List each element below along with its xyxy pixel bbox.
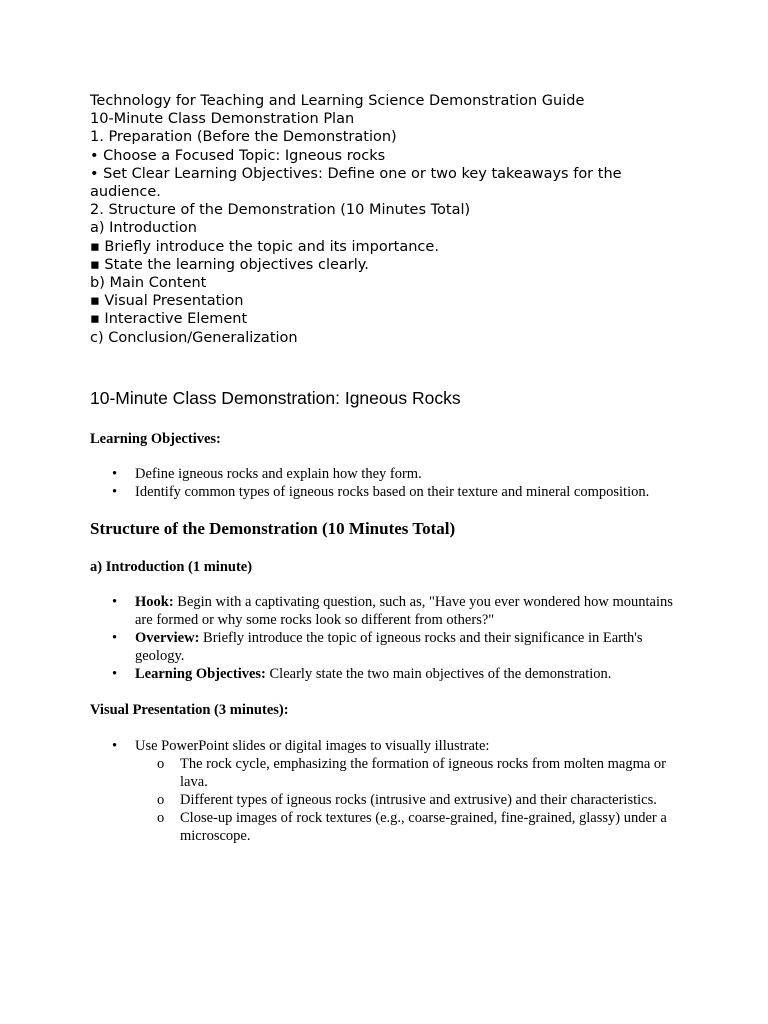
- bullet-icon: •: [112, 666, 118, 682]
- plan-item-introduce-topic: ▪ Briefly introduce the topic and its importance.: [90, 238, 439, 255]
- visual-heading: Visual Presentation (3 minutes):: [90, 702, 289, 718]
- bullet-icon: •: [112, 630, 118, 646]
- bullet-icon: •: [112, 594, 118, 610]
- plan-item-interactive-element: ▪ Interactive Element: [90, 311, 248, 328]
- sub-list-item: o Different types of igneous rocks (intrusive and extrusive) and their characteristics.: [157, 792, 657, 808]
- bullet-icon: •: [112, 738, 118, 754]
- list-item: • Use PowerPoint slides or digital images to visually illustrate: o The rock cycle, emphasizing the formation of igneous rocks from molten magma or lava. o Different types of igneous rocks (intrusive and extrusive) and their characteristics. o Close-up images of rock textures (e.g., coarse-grained, fine-grained, glassy) under a microscope.: [90, 737, 690, 845]
- list-item-learning-objectives: • Learning Objectives: Clearly state the two main objectives of the demonstration.: [112, 666, 612, 682]
- structure-heading: Structure of the Demonstration (10 Minutes Total): [90, 519, 456, 538]
- doc-title: Technology for Teaching and Learning Science Demonstration Guide: [90, 93, 585, 109]
- plan-item-topic: • Choose a Focused Topic: Igneous rocks: [90, 147, 386, 164]
- plan-title: 10-Minute Class Demonstration Plan: [90, 111, 355, 128]
- circle-bullet-icon: o: [157, 756, 165, 772]
- circle-bullet-icon: o: [157, 810, 165, 826]
- list-item: • Define igneous rocks and explain how they form.: [112, 466, 422, 482]
- circle-bullet-icon: o: [157, 792, 165, 808]
- list-item-hook: • Hook: Begin with a captivating question, such as, "Have you ever wondered how mountains are formed or why some rocks look so different from others?": [112, 594, 673, 628]
- learning-objectives-heading: Learning Objectives:: [90, 431, 221, 447]
- list-item-overview: • Overview: Briefly introduce the topic of igneous rocks and their significance in Earth's geology.: [112, 630, 643, 664]
- plan-heading-preparation: 1. Preparation (Before the Demonstration): [90, 129, 397, 146]
- bullet-icon: •: [112, 484, 118, 500]
- sub-list-item: o The rock cycle, emphasizing the formation of igneous rocks from molten magma or lava.: [157, 756, 667, 790]
- list-item: • Identify common types of igneous rocks based on their texture and mineral composition.: [112, 484, 650, 500]
- visual-sublist: [135, 755, 690, 845]
- plan-item-state-objectives: ▪ State the learning objectives clearly.: [90, 256, 369, 273]
- intro-list: [90, 593, 690, 683]
- learning-objectives-list: [90, 465, 690, 501]
- intro-heading: a) Introduction (1 minute): [90, 559, 253, 575]
- bullet-icon: •: [112, 466, 118, 482]
- plan-item-objectives-cont: audience.: [90, 184, 161, 201]
- plan-subheading-main-content: b) Main Content: [90, 275, 207, 292]
- plan-heading-structure: 2. Structure of the Demonstration (10 Minutes Total): [90, 202, 471, 219]
- plan-section: [90, 92, 690, 347]
- visual-list: [90, 737, 690, 845]
- plan-item-visual-presentation: ▪ Visual Presentation: [90, 293, 244, 310]
- demo-title: 10-Minute Class Demonstration: Igneous Rocks: [90, 388, 461, 408]
- sub-list-item: o Close-up images of rock textures (e.g., coarse-grained, fine-grained, glassy) under a microscope.: [157, 810, 667, 844]
- plan-subheading-introduction: a) Introduction: [90, 220, 197, 237]
- plan-item-objectives: • Set Clear Learning Objectives: Define one or two key takeaways for the: [90, 165, 622, 182]
- plan-subheading-conclusion: c) Conclusion/Generalization: [90, 329, 298, 346]
